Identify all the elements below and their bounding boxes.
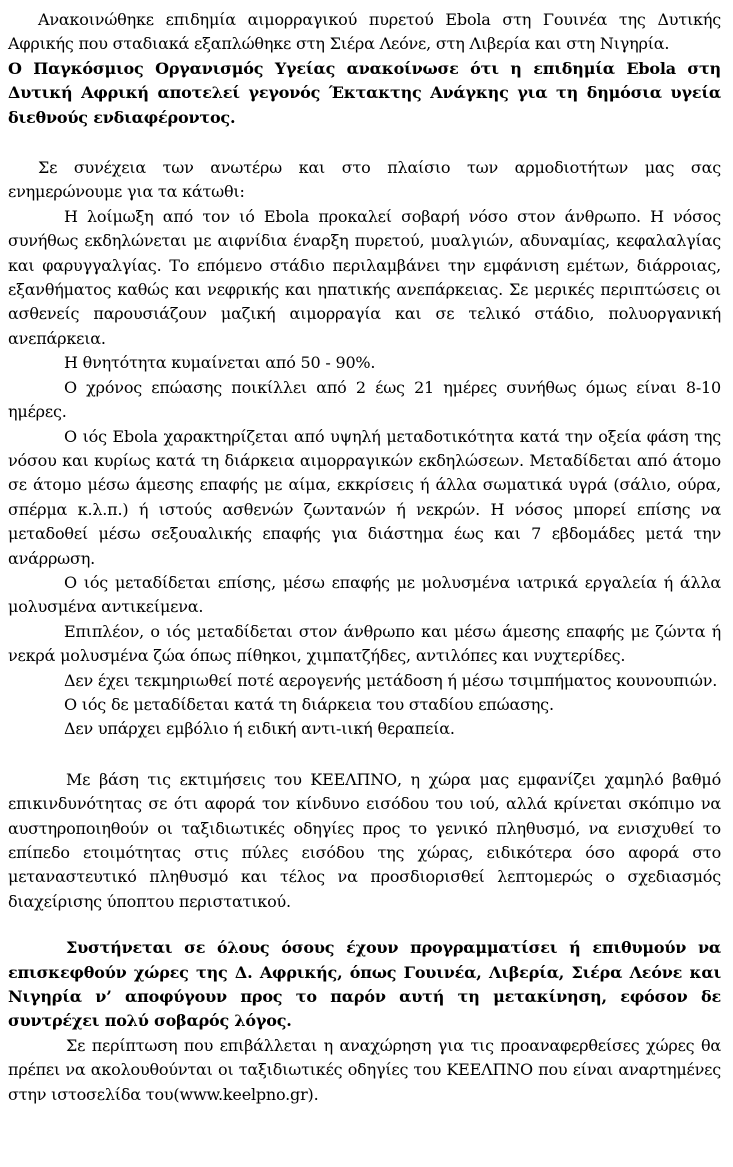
intro-paragraph: Ανακοινώθηκε επιδημία αιμορραγικού πυρετού Ebola στη Γουινέα της Δυτικής Αφρικής που σταδιακά εξαπλώθηκε στη Σιέρα Λεόνε, στη Λιβερία και στη Νιγηρία. xyxy=(8,10,721,54)
travel-recommendation: Συστήνεται σε όλους όσους έχουν προγραμματίσει ή επιθυμούν να επισκεφθούν χώρες της Δ. Αφρικής, όπως Γουινέα, Λιβερία, Σιέρα Λεόνε και Νιγηρία ν’ αποφύγουν προς το παρόν αυτή τη μετακίνηση, εφόσον δε συντρέχει πολύ σοβαρός λόγος. xyxy=(8,938,721,1031)
section-gap xyxy=(8,914,721,936)
fact-symptoms: Η λοίμωξη από τον ιό Ebola προκαλεί σοβαρή νόσο στον άνθρωπο. Η νόσος συνήθως εκδηλώνεται με αιφνίδια έναρξη πυρετού, μυαλγιών, αδυναμίας, κεφαλαλγίας και φαρυγγαλγίας. Το επόμενο στάδιο περιλαμβάνει την εμφάνιση εμέτων, διάρροιας, εξανθήματος καθώς και νεφρικής και ηπατικής ανεπάρκειας. Σε μερικές περιπτώσεις οι ασθενείς παρουσιάζουν μαζική αιμορραγία και σε τελικό στάδιο, πολυοργανική ανεπάρκεια. xyxy=(8,206,721,348)
fact-airborne: Δεν έχει τεκμηριωθεί ποτέ αερογενής μετάδοση ή μέσω τσιμπήματος κουνουπιών. xyxy=(64,670,718,690)
risk-assessment-paragraph: Με βάση τις εκτιμήσεις του ΚΕΕΛΠΝΟ, η χώρα μας εμφανίζει χαμηλό βαθμό επικινδυνότητας σε ότι αφορά τον κίνδυνο εισόδου του ιού, αλλά κρίνεται σκόπιμο να αυστηροποιηθούν οι ταξιδιωτικές οδηγίες προς το γενικό πληθυσμό, να ενισχυθεί το επίπεδο ετοιμότητας στις πύλες εισόδου της χώρας, ειδικότερα όσο αφορά στο μεταναστευτικό πληθυσμό και τέλος να προσδιορισθεί λεπτομερώς ο σχεδιασμός διαχείρισης ύποπτου περιστατικού. xyxy=(8,769,721,911)
fact-incubation: Ο χρόνος επώασης ποικίλλει από 2 έως 21 ημέρες συνήθως όμως είναι 8-10 ημέρες. xyxy=(8,377,721,422)
context-lead: Σε συνέχεια των ανωτέρω και στο πλαίσιο των αρμοδιοτήτων μας σας ενημερώνουμε για τα κάτωθι: xyxy=(8,158,721,202)
who-emergency-statement: Ο Παγκόσμιος Οργανισμός Υγείας ανακοίνωσε ότι η επιδημία Ebola στη Δυτική Αφρική αποτελεί γεγονός Έκτακτης Ανάγκης για τη δημόσια υγεία διεθνούς ενδιαφέροντος. xyxy=(8,58,721,127)
section-gap xyxy=(8,130,721,156)
fact-transmission: Ο ιός Ebola χαρακτηρίζεται από υψηλή μεταδοτικότητα κατά την οξεία φάση της νόσου και κυρίως κατά τη διάρκεια αιμορραγικών εκδηλώσεων. Μεταδίδεται από άτομο σε άτομο μέσω άμεσης επαφής με αίμα, εκκρίσεις ή άλλα σωματικά υγρά (σάλιο, ούρα, σπέρμα κ.λ.π.) ή ιστούς ασθενών ζωντανών ή νεκρών. Η νόσος μπορεί επίσης να μεταδοθεί μέσω σεξουαλικής επαφής για διάστημα έως και 7 εβδομάδες μετά την ανάρρωση. xyxy=(8,426,721,568)
fact-animals: Επιπλέον, ο ιός μεταδίδεται στον άνθρωπο και μέσω άμεσης επαφής με ζώντα ή νεκρά μολυσμένα ζώα όπως πίθηκοι, χιμπατζήδες, αντιλόπες και νυχτερίδες. xyxy=(8,621,721,666)
fact-incubation-transmission: Ο ιός δε μεταδίδεται κατά τη διάρκεια του σταδίου επώασης. xyxy=(64,694,554,714)
fact-medical-tools: Ο ιός μεταδίδεται επίσης, μέσω επαφής με μολυσμένα ιατρικά εργαλεία ή άλλα μολυσμένα αντικείμενα. xyxy=(8,572,721,617)
fact-mortality: Η θνητότητα κυμαίνεται από 50 - 90%. xyxy=(64,353,376,373)
section-gap xyxy=(8,742,721,768)
fact-vaccine: Δεν υπάρχει εμβόλιο ή ειδική αντι-ιική θεραπεία. xyxy=(64,719,455,739)
travel-guidelines-paragraph: Σε περίπτωση που επιβάλλεται η αναχώρηση για τις προαναφερθείσες χώρες θα πρέπει να ακολουθούνται οι ταξιδιωτικές οδηγίες του ΚΕΕΛΠΝΟ που είναι αναρτημένες στην ιστοσελίδα του(www.keelpno.gr). xyxy=(8,1035,721,1104)
